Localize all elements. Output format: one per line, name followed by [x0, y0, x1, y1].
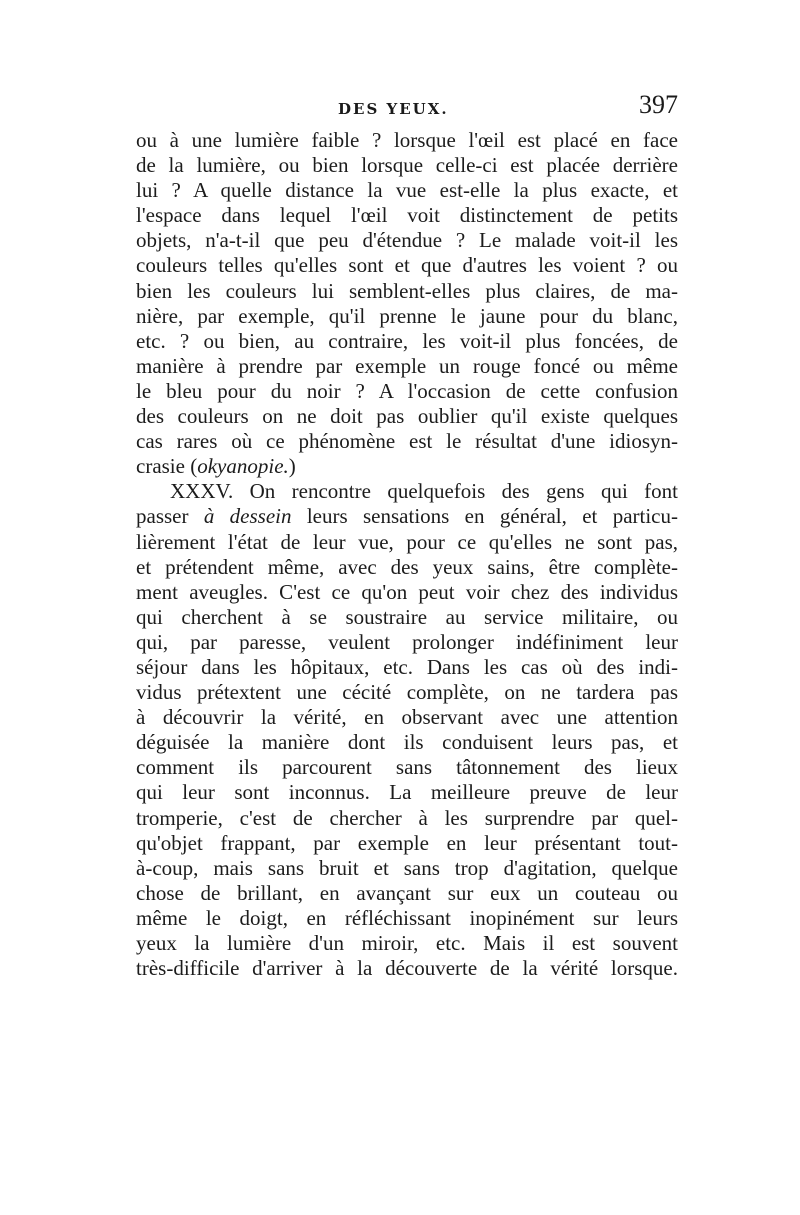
- text-line: couleurs telles qu'elles sont et que d'autres les voient ? ou: [136, 253, 678, 278]
- text-fragment: leurs sensations en général, et particu-: [291, 504, 679, 529]
- text-line: bien les couleurs lui semblent-elles plus claires, de ma-: [136, 278, 678, 303]
- text-line: l'espace dans lequel l'œil voit distinctement de petits: [136, 203, 678, 228]
- text-line: [136, 504, 678, 529]
- page-number: 397: [639, 90, 678, 119]
- text-line: ou à une lumière faible ? lorsque l'œil est placé en face: [136, 128, 678, 152]
- text-fragment: crasie (: [136, 454, 198, 479]
- text-line: nière, par exemple, qu'il prenne le jaune pour du blanc,: [136, 303, 678, 328]
- text-line: à-coup, mais sans bruit et sans trop d'agitation, quelque: [136, 855, 678, 880]
- text-line: chose de brillant, en avançant sur eux un couteau ou: [136, 880, 678, 905]
- text-line: à découvrir la vérité, en observant avec une attention: [136, 705, 678, 730]
- text-line: de la lumière, ou bien lorsque celle-ci est placée derrière: [136, 153, 678, 178]
- text-line: yeux la lumière d'un miroir, etc. Mais il est souvent: [136, 931, 678, 955]
- text-line-paragraph-end: [136, 454, 678, 479]
- body-text: [136, 128, 678, 981]
- italic-term: okyanopie.: [197, 454, 289, 479]
- text-line: qui, par paresse, veulent prolonger indéfiniment leur: [136, 629, 678, 654]
- text-line: qui cherchent à se soustraire au service militaire, ou: [136, 604, 678, 629]
- text-line: lui ? A quelle distance la vue est-elle la plus exacte, et: [136, 178, 678, 203]
- text-line: manière à prendre par exemple un rouge foncé ou même: [136, 353, 678, 378]
- text-line: etc. ? ou bien, au contraire, les voit-il plus foncées, de: [136, 328, 678, 353]
- text-line: tromperie, c'est de chercher à les surprendre par quel-: [136, 805, 678, 830]
- text-line: cas rares où ce phénomène est le résultat d'une idiosyn-: [136, 429, 678, 454]
- text-line: objets, n'a-t-il que peu d'étendue ? Le malade voit-il les: [136, 228, 678, 253]
- running-title: DES YEUX.: [338, 100, 449, 118]
- text-line: le bleu pour du noir ? A l'occasion de cette confusion: [136, 378, 678, 403]
- text-line: qui leur sont inconnus. La meilleure preuve de leur: [136, 780, 678, 805]
- text-line: même le doigt, en réfléchissant inopinément sur leurs: [136, 905, 678, 930]
- section-start-line: XXXV. On rencontre quelquefois des gens qui font: [170, 479, 678, 504]
- text-line: et prétendent même, avec des yeux sains, être complète-: [136, 554, 678, 579]
- text-line: ment aveugles. C'est ce qu'on peut voir chez des individus: [136, 579, 678, 604]
- text-line: très-difficile d'arriver à la découverte de la vérité lorsque.: [136, 956, 678, 981]
- text-line: lièrement l'état de leur vue, pour ce qu'elles ne sont pas,: [136, 529, 678, 554]
- text-line: vidus prétextent une cécité complète, on ne tardera pas: [136, 680, 678, 705]
- text-line: des couleurs on ne doit pas oublier qu'il existe quelques: [136, 404, 678, 429]
- text-fragment: ): [288, 454, 296, 479]
- text-line: comment ils parcourent sans tâtonnement des lieux: [136, 755, 678, 780]
- text-fragment: passer: [136, 504, 204, 529]
- running-head: [130, 90, 678, 132]
- text-line: qu'objet frappant, par exemple en leur présentant tout-: [136, 830, 678, 855]
- italic-phrase: à dessein: [203, 504, 292, 529]
- text-line: séjour dans les hôpitaux, etc. Dans les cas où des indi-: [136, 654, 678, 679]
- text-line: déguisée la manière dont ils conduisent leurs pas, et: [136, 730, 678, 755]
